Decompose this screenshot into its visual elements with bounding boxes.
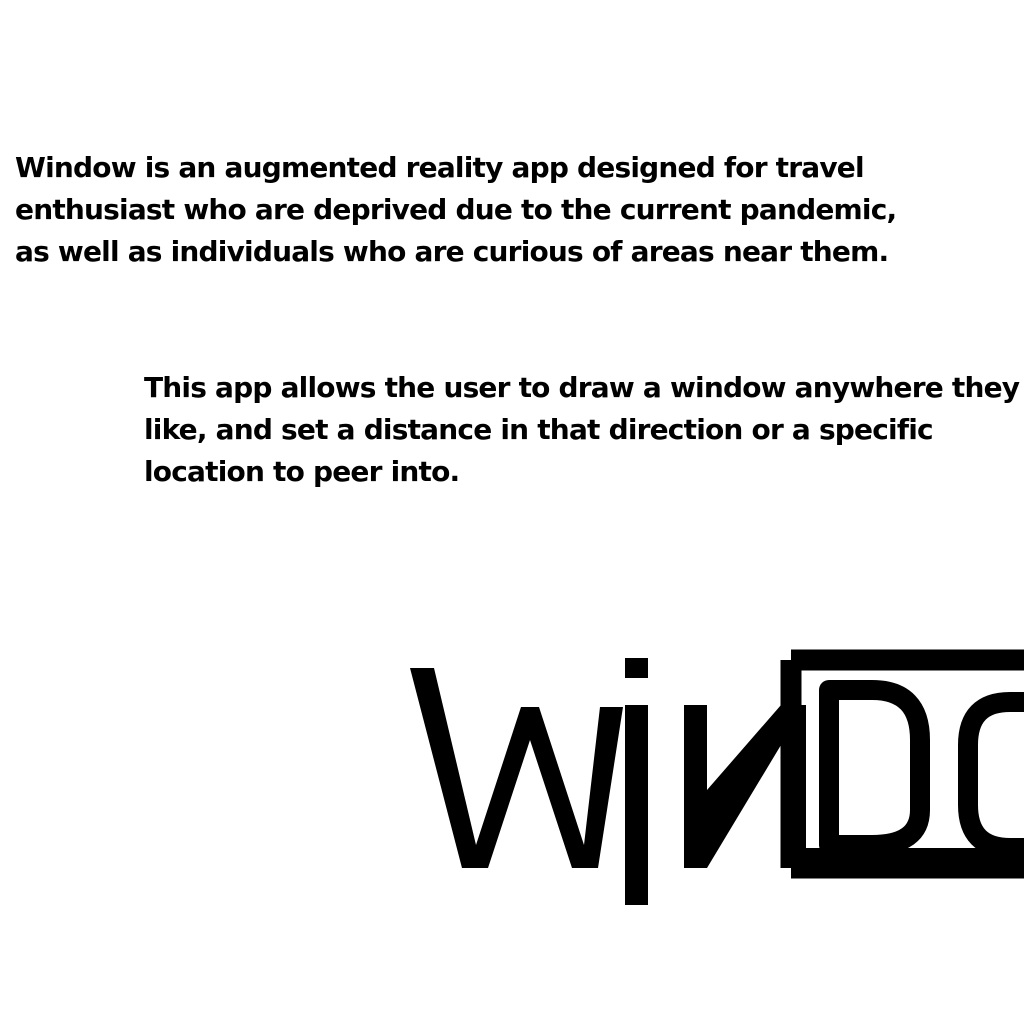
logo-letter-w	[410, 668, 623, 868]
intro-line-3: as well as individuals who are curious of areas near them.	[15, 235, 889, 268]
feature-line-1: This app allows the user to draw a window anywhere they	[144, 371, 1020, 404]
logo-letter-d	[829, 690, 920, 845]
logo-letter-i-dot	[625, 658, 648, 678]
feature-line-3: location to peer into.	[144, 455, 460, 488]
intro-line-2: enthusiast who are deprived due to the current pandemic,	[15, 193, 897, 226]
logo-letter-i-stem	[625, 705, 648, 905]
logo-letter-o	[968, 702, 1024, 848]
feature-line-2: like, and set a distance in that direction or a specific	[144, 413, 933, 446]
logo-glyphs	[410, 658, 806, 905]
intro-line-1: Window is an augmented reality app designed for travel	[15, 151, 864, 184]
logo-window-sill	[781, 848, 1024, 868]
